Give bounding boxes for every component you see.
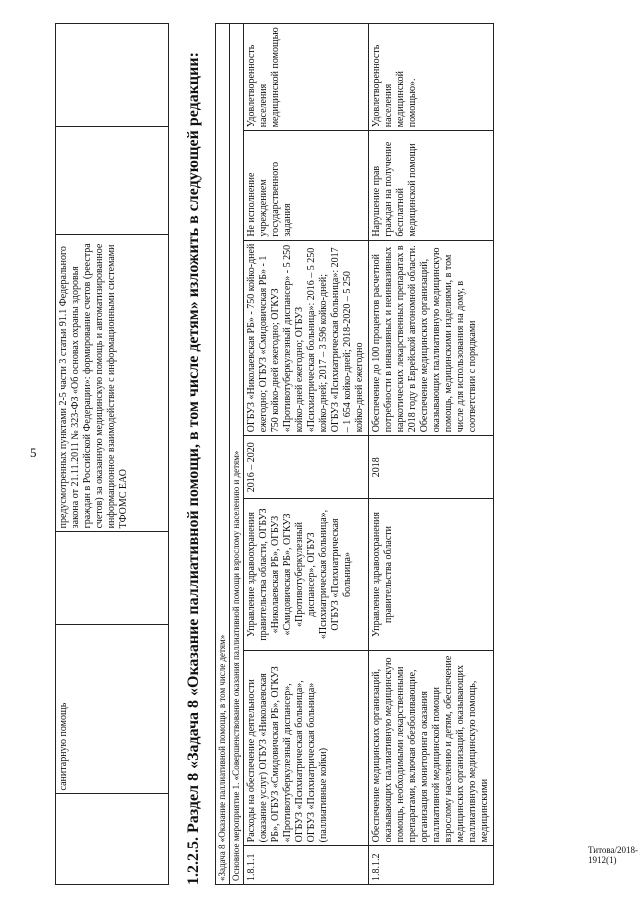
row-number: 1.8.1.1 [243,846,368,885]
row-name: Обеспечение медицинских организаций, оказывающих паллиативную медицинскую помощь, необходимыми лекарственными препаратами, включая обезболивающие, организация мониторинга оказания паллиативной медицинской помощи взрослому населению и детям, обеспечение медицинских организаций, оказывающих паллиативную медицинскую помощь, медицинскими [368,650,493,846]
page-number: 5 [30,445,37,460]
row-period: 2016 – 2020 [243,436,368,499]
table-row [56,24,169,885]
continuation-table [55,23,169,885]
row-result: Обеспечение до 100 процентов расчетной потребности в инвазивных и неинвазивных наркотических лекарственных препаратах в 2018 году в Еврейской автономной области. Обеспечение медицинских организаций, оказывающих паллиативную медицинскую помощь, медицинскими изделиями, в том числе для использования на дому, в соответствии с порядками [368,240,493,436]
task-title: «Задача 8 «Оказание паллиативной помощи, в том числе детям» [216,24,230,885]
section-heading: 1.2.2.5. Раздел 8 «Задача 8 «Оказание паллиативной помощи, в том числе детям» изложить в следующей редакции: [185,52,202,885]
table-cell-empty [56,24,169,127]
row-consequence: Не исполнение учреждением государственного задания [243,131,368,240]
row-consequence: Нарушение прав граждан на получение бесплатной медицинской помощи [368,131,493,240]
rotated-page-content [55,25,615,885]
table-cell-empty [56,794,169,885]
row-number: 1.8.1.2 [368,846,493,885]
table-row [243,24,368,885]
table-cell: предусмотренных пунктами 2-5 части 3 статьи 91.1 Федерального закона от 21.11.2011 № 323-ФЗ «Об основах охраны здоровья граждан в Российской Федерации»: формирование счетов (реестра счетов) за оказанную медицинскую помощь и автоматизированное информационное взаимодействие с информационными системами ТФОМС ЕАО [56,235,169,532]
measure-title: Основное мероприятие 1. «Совершенствование оказания паллиативной помощи взрослому населению и детям» [229,24,243,885]
table-cell: санитарную помощь [56,625,169,794]
row-indicator: Удовлетворенность населения медицинской помощью [243,24,368,131]
row-name: Расходы на обеспечение деятельности (оказание услуг) ОГБУЗ «Николаевская РБ», ОГБУЗ «Смидовичская РБ», ОГКУЗ «Противотуберкулезный диспансер», ОГБУЗ «Психиатрическая больница», ОГБУЗ «Психиатрическая больница» (паллиативные койки) [243,650,368,846]
program-table [215,23,494,885]
row-result: ОГБУЗ «Николаевская РБ» - 750 койко-дней ежегодно; ОГБУЗ «Смидовичская РБ» - 1 750 койко-дней ежегодно; ОГКУЗ «Противотуберкулезный диспансер» - 5 250 койко-дней ежегодно; ОГБУЗ «Психиатрическая больница»: 2016 – 5 250 койко-дней; 2017 – 3 596 койко-дней; ОГБУЗ «Психиатрическая больница»: 2017 – 1 654 койко-дней; 2018-2020 – 5 250 койко-дней ежегодно [243,240,368,436]
footer-code: Титова/2018-1912(1) [588,845,639,865]
row-executor: Управление здравоохранения правительства области [368,499,493,650]
row-period: 2018 [368,436,493,499]
table-row [368,24,493,885]
measure-row [229,24,243,885]
row-executor: Управление здравоохранения правительства области, ОГБУЗ «Николаевская РБ», ОГБУЗ «Смидовичская РБ», ОГКУЗ «Противотуберкулезный диспансер», ОГБУЗ «Психиатрическая больница», ОГБУЗ «Психиатрическая больница» [243,499,368,650]
table-cell-empty [56,532,169,625]
table-cell-empty [56,127,169,235]
row-indicator: Удовлетворенность населения медицинской помощью». [368,24,493,131]
task-row [216,24,230,885]
